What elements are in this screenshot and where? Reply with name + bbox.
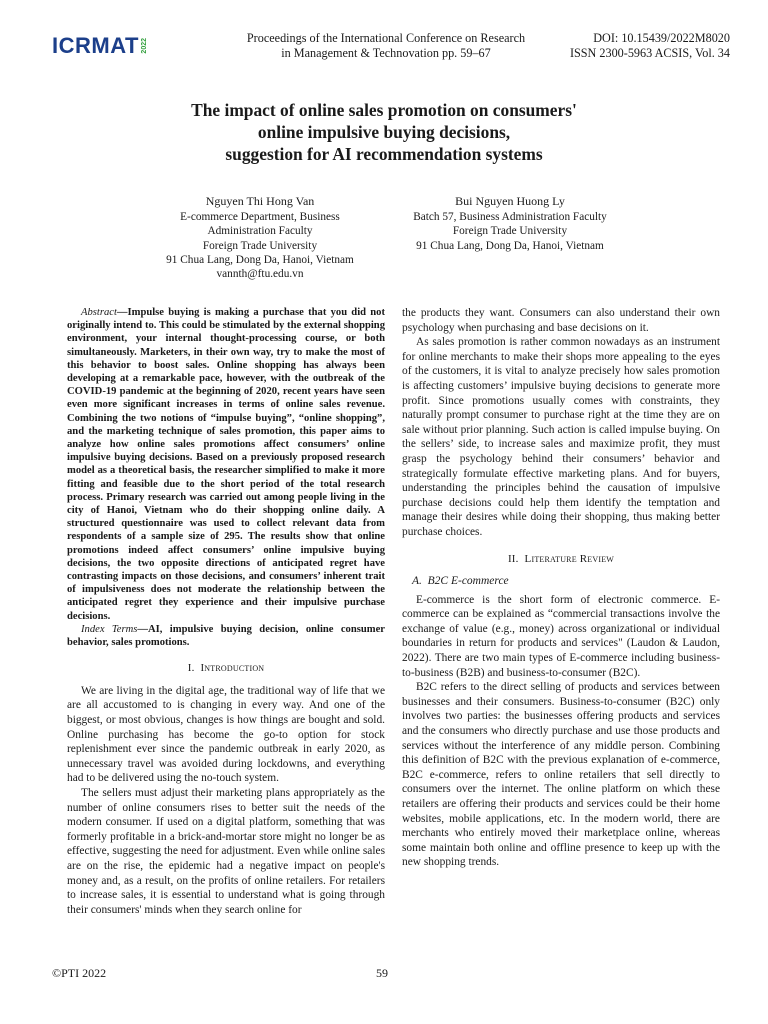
abstract xyxy=(67,306,385,623)
proceedings-line-1: Proceedings of the International Conference on Research xyxy=(246,31,526,45)
author-address: 91 Chua Lang, Dong Da, Hanoi, Vietnam xyxy=(166,253,354,266)
author-name: Nguyen Thi Hong Van xyxy=(205,194,315,208)
abstract-text: —Impulse buying is making a purchase that you did not originally intend to. This could be stimulated by the external shopping environment, your internal thought-processing course, or both simultaneously. Marketers, in their own way, try to make the most of this behavior to boost sales. Online shopping has always been developing at a remarkable pace, however, with the outbreak of the COVID-19 pandemic at the beginning of 2020, recent years have seen even more significant increases in terms of online sales revenue. Combining the two notions of “impulse buying”, “online shopping”, and the marketing technique of sales promotion, this paper aims to analyze how online sales promotions affect consumers’ online impulsive buying decisions. Based on a previously proposed research model as a theoretical basis, the researcher simplified to make it more fitting and feasible due to the short period of the total research process. Primary research was carried out among people living in the city of Hanoi, Vietnam who do their shopping online daily. A structured questionnaire was used to collect relevant data from respondents of a sample size of 295. The results show that online promotions indeed affect consumers’ online impulsive buying decisions, the two opposite directions of anticipated regret have contrasting impacts on those decisions, and consumers’ inherent trait of impulsiveness does not moderate the relationship between the anticipated regret they experience and their impulsive purchase decisions. xyxy=(67,307,385,622)
section-title: Literature Review xyxy=(524,552,615,565)
title-line-3: suggestion for AI recommendation systems xyxy=(225,144,543,164)
intro-paragraph-2: The sellers must adjust their marketing plans appropriately as the number of online consumers rises to better suit the needs of the modern consumer. If used on a digital platform, something that was formerly profitable in a brick-and-mortar store might no longer be as effective, suggesting the need for adjustment. Even while online sales are on the rise, the epidemic had a negative impact on people's money and, as a result, on the profits of online retailers. For retailers to increase sales, it is essential to understand what is going through their consumers' minds when they search online for xyxy=(67,787,385,916)
section-title: Introduction xyxy=(200,662,265,675)
author-block-2 xyxy=(350,194,670,253)
author-name: Bui Nguyen Huong Ly xyxy=(455,194,565,208)
section-number: I. xyxy=(187,662,195,675)
section-heading-literature-review xyxy=(402,552,720,567)
left-column xyxy=(67,306,385,917)
proceedings-info xyxy=(226,31,546,61)
lit-paragraph-1: E-commerce is the short form of electronic commerce. E-commerce can be explained as “commercial transactions involve the exchange of value (e.g., money) across organizational or individual boundaries in return for products and services" (Laudon & Laudon, 2022). There are two main types of E-commerce including business-to-business (B2B) and business-to-consumer (B2C). xyxy=(402,593,720,679)
right-column xyxy=(402,306,720,870)
author-address: 91 Chua Lang, Dong Da, Hanoi, Vietnam xyxy=(416,239,604,252)
logo-text: ICRMAT xyxy=(52,33,139,58)
publication-ids xyxy=(534,31,730,61)
author-affiliation-line: Foreign Trade University xyxy=(202,239,318,252)
subsection-heading-b2c xyxy=(412,574,720,589)
intro-paragraph-1: We are living in the digital age, the traditional way of life that we are all accustomed to is changing in every way. And one of the biggest, or most obvious, changes is how things are bought and sold. Online purchasing has become the go-to option for stock replenishment ever since the pandemic outbreak in early 2020, as unnecessary travel was avoided during lockdowns, and everything had to be delivered using the no-touch system. xyxy=(67,684,385,785)
conference-logo xyxy=(52,32,148,60)
author-affiliation-line: Foreign Trade University xyxy=(452,225,568,238)
intro-paragraph-3: the products they want. Consumers can also understand their own psychology when purchasing and base decisions on it. xyxy=(402,307,720,334)
index-terms xyxy=(67,623,385,649)
lit-paragraph-2: B2C refers to the direct selling of products and services between businesses and their consumers. Business-to-consumer (B2C) only involves two parties: the businesses offering products and services and the consumers who directly purchase and use those products and services without the interference of any middle person. Combining this definition of B2C with the previous explanation of e-commerce, B2C e-commerce, refers to online retailers that sell directly to consumers over the internet. The online platform on which these retailers are offering their products and services could be their home websites, mobile applications, etc. In the modern world, there are merchants who entirely moved their marketplace online, whereas some maintain both online and offline presence to keep up with the new shopping trends. xyxy=(402,681,720,869)
index-terms-text: —AI, impulsive buying decision, online consumer behavior, sales promotions. xyxy=(67,623,385,649)
index-terms-label: Index Terms xyxy=(81,623,138,635)
copyright: ©PTI 2022 xyxy=(52,966,107,980)
intro-paragraph-4: As sales promotion is rather common nowadays as an instrument for online merchants to make their shops more appealing to the eyes of the customers, it is vital to analyze precisely how sales promotion is affecting customers’ impulsive buying decisions to generate more profit. Since promotions usually comes with constraints, they naturally prompt consumer to purchase right at the time they are on sale without prior planning. Such action is called impulse buying. On the sellers’ side, to increase sales and maximize profit, they must grasp the psychology behind their consumers’ behavior and strategically formulate effective marketing plans. And for buyers, understanding the principles behind the causation of impulsive purchase decisions could help them identify the temptation and manage their desires while doing their shopping, thus making better purchase choices. xyxy=(402,336,720,538)
subsection-label: A. xyxy=(412,575,422,588)
author-email: vannth@ftu.edu.vn xyxy=(216,268,304,281)
abstract-label: Abstract xyxy=(81,307,117,318)
author-affiliation-line: Batch 57, Business Administration Faculty xyxy=(413,211,607,224)
logo-year: 2022 xyxy=(140,38,148,54)
title-line-2: online impulsive buying decisions, xyxy=(257,122,511,142)
doi-text: DOI: 10.15439/2022M8020 xyxy=(593,31,730,45)
paper-title xyxy=(60,99,708,165)
proceedings-line-2: in Management & Technovation pp. 59–67 xyxy=(281,46,491,60)
author-affiliation-line: Administration Faculty xyxy=(207,225,313,238)
section-heading-introduction xyxy=(67,661,385,676)
section-number: II. xyxy=(507,552,519,565)
subsection-title: B2C E-commerce xyxy=(427,575,509,588)
author-affiliation-line: E-commerce Department, Business xyxy=(180,211,340,224)
issn-text: ISSN 2300-5963 ACSIS, Vol. 34 xyxy=(569,46,730,60)
title-line-1: The impact of online sales promotion on consumers' xyxy=(191,100,577,120)
page-number: 59 xyxy=(376,966,388,980)
